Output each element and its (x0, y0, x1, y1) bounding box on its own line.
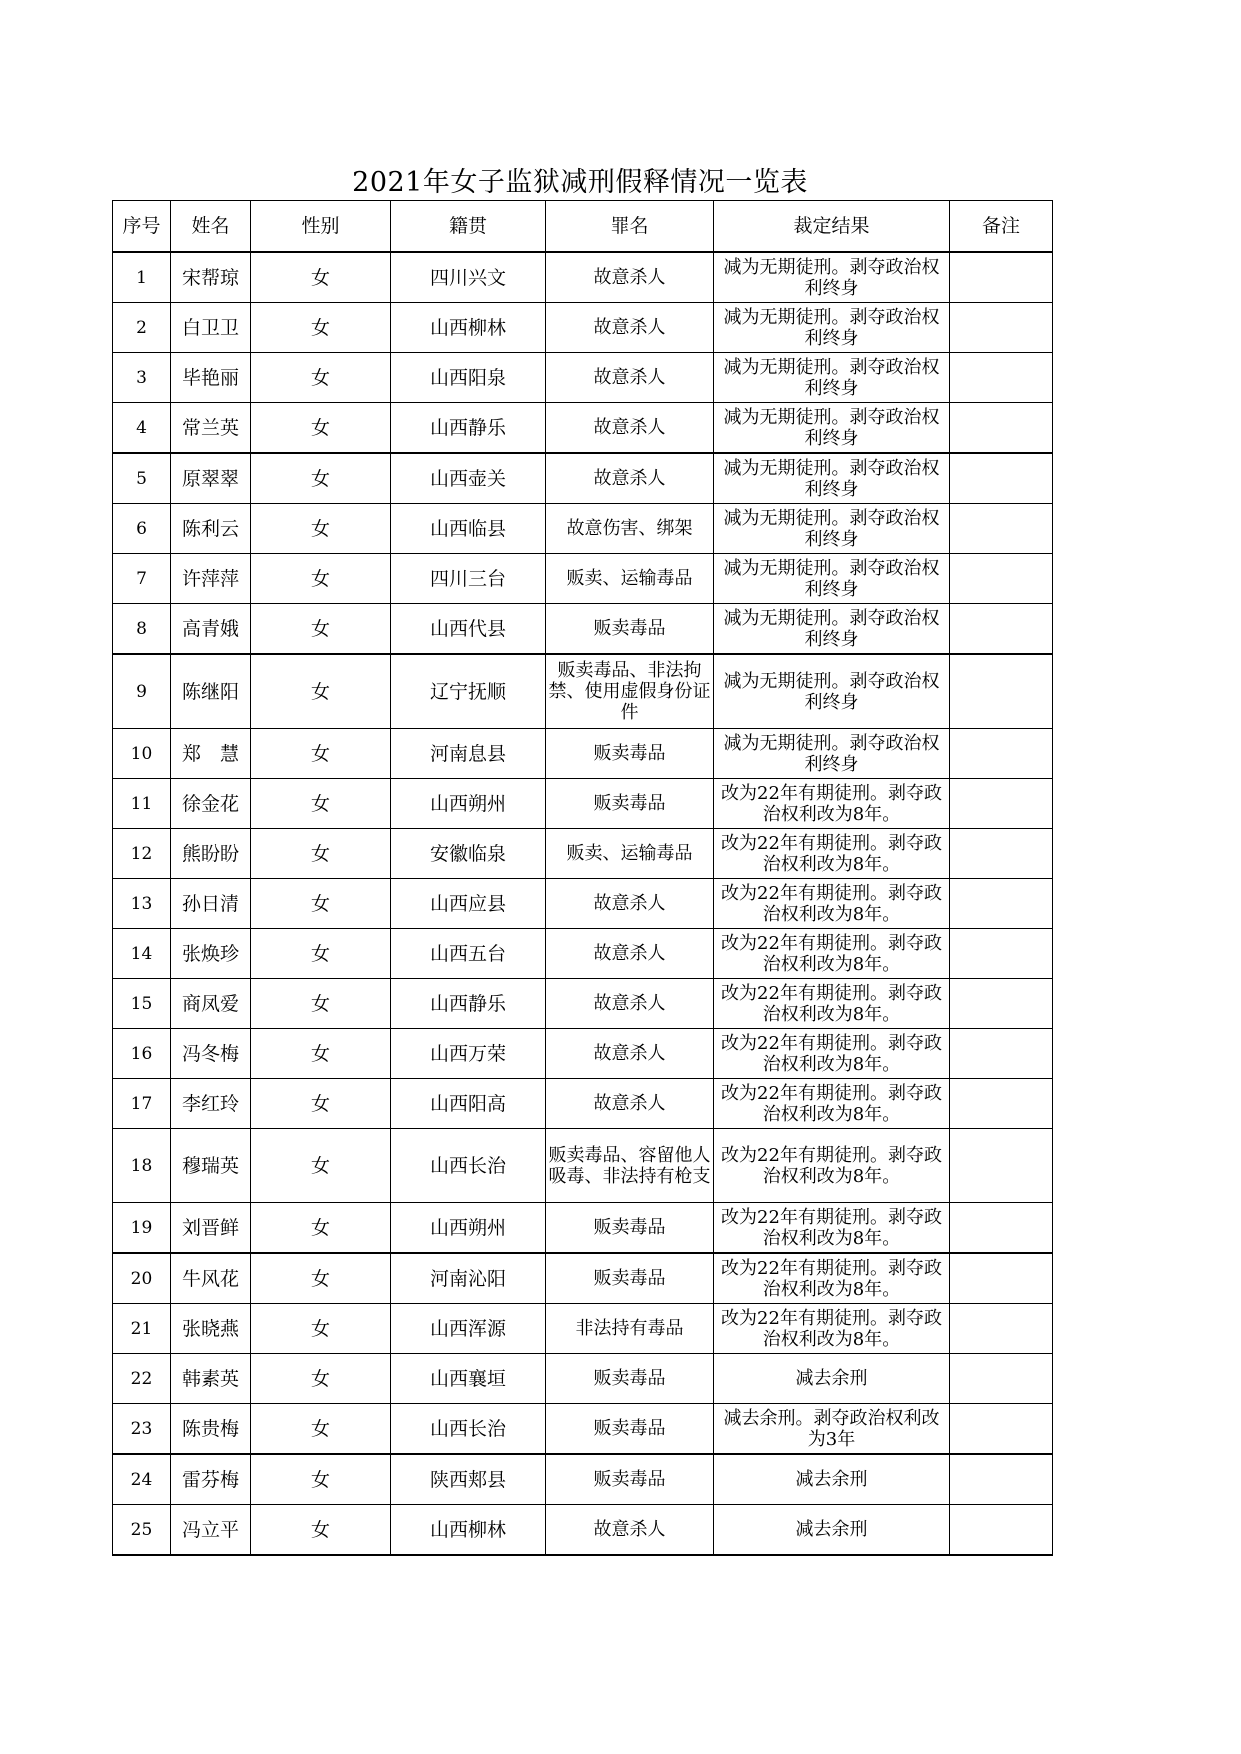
row-crime: 故意杀人 (546, 453, 714, 504)
row-number: 9 (113, 654, 171, 729)
row-note (950, 353, 1053, 403)
row-crime: 故意杀人 (546, 879, 714, 929)
row-gender: 女 (251, 879, 391, 929)
row-gender: 女 (251, 929, 391, 979)
row-gender: 女 (251, 729, 391, 779)
row-number: 14 (113, 929, 171, 979)
row-result: 改为22年有期徒刑。剥夺政治权利改为8年。 (714, 1304, 950, 1354)
row-gender: 女 (251, 1354, 391, 1404)
row-gender: 女 (251, 504, 391, 554)
table-row (113, 1079, 1053, 1129)
row-gender: 女 (251, 779, 391, 829)
row-crime: 故意杀人 (546, 1505, 714, 1556)
table-row (113, 654, 1053, 729)
row-name: 毕艳丽 (171, 353, 251, 403)
row-number: 2 (113, 303, 171, 353)
row-note (950, 1253, 1053, 1304)
row-crime: 贩卖毒品 (546, 1354, 714, 1404)
row-gender: 女 (251, 1253, 391, 1304)
row-gender: 女 (251, 1079, 391, 1129)
row-crime: 故意杀人 (546, 929, 714, 979)
row-gender: 女 (251, 403, 391, 454)
row-crime: 贩卖毒品 (546, 1454, 714, 1505)
row-note (950, 403, 1053, 454)
row-number: 8 (113, 604, 171, 655)
table-row (113, 1404, 1053, 1455)
row-number: 23 (113, 1404, 171, 1455)
row-result: 减去余刑。剥夺政治权利改为3年 (714, 1404, 950, 1455)
row-crime: 故意杀人 (546, 403, 714, 454)
row-note (950, 779, 1053, 829)
row-name: 徐金花 (171, 779, 251, 829)
row-origin: 山西长治 (391, 1129, 546, 1203)
row-result: 减为无期徒刑。剥夺政治权利终身 (714, 604, 950, 655)
row-origin: 河南息县 (391, 729, 546, 779)
row-name: 张焕珍 (171, 929, 251, 979)
row-note (950, 1029, 1053, 1079)
row-crime: 故意杀人 (546, 979, 714, 1029)
table-row (113, 353, 1053, 403)
row-result: 减为无期徒刑。剥夺政治权利终身 (714, 252, 950, 303)
row-result: 减为无期徒刑。剥夺政治权利终身 (714, 453, 950, 504)
row-number: 6 (113, 504, 171, 554)
row-name: 李红玲 (171, 1079, 251, 1129)
row-origin: 山西长治 (391, 1404, 546, 1455)
table-row (113, 554, 1053, 604)
row-gender: 女 (251, 979, 391, 1029)
row-gender: 女 (251, 654, 391, 729)
row-gender: 女 (251, 353, 391, 403)
header-no: 序号 (113, 201, 171, 253)
header-name: 姓名 (171, 201, 251, 253)
row-origin: 四川兴文 (391, 252, 546, 303)
row-result: 改为22年有期徒刑。剥夺政治权利改为8年。 (714, 1129, 950, 1203)
row-result: 改为22年有期徒刑。剥夺政治权利改为8年。 (714, 979, 950, 1029)
row-origin: 山西静乐 (391, 979, 546, 1029)
row-crime: 贩卖毒品 (546, 604, 714, 655)
table-row (113, 403, 1053, 454)
row-note (950, 979, 1053, 1029)
header-note: 备注 (950, 201, 1053, 253)
table-row (113, 1505, 1053, 1556)
row-crime: 贩卖毒品、容留他人吸毒、非法持有枪支 (546, 1129, 714, 1203)
row-result: 改为22年有期徒刑。剥夺政治权利改为8年。 (714, 1203, 950, 1254)
row-note (950, 453, 1053, 504)
row-gender: 女 (251, 303, 391, 353)
row-number: 4 (113, 403, 171, 454)
row-number: 21 (113, 1304, 171, 1354)
row-result: 改为22年有期徒刑。剥夺政治权利改为8年。 (714, 829, 950, 879)
row-number: 25 (113, 1505, 171, 1556)
row-note (950, 1079, 1053, 1129)
row-note (950, 1404, 1053, 1455)
row-result: 减为无期徒刑。剥夺政治权利终身 (714, 654, 950, 729)
row-origin: 山西朔州 (391, 779, 546, 829)
row-note (950, 1505, 1053, 1556)
row-gender: 女 (251, 1505, 391, 1556)
row-result: 减为无期徒刑。剥夺政治权利终身 (714, 729, 950, 779)
table-row (113, 1129, 1053, 1203)
row-number: 3 (113, 353, 171, 403)
row-crime: 故意杀人 (546, 303, 714, 353)
row-origin: 山西临县 (391, 504, 546, 554)
row-note (950, 303, 1053, 353)
row-result: 减为无期徒刑。剥夺政治权利终身 (714, 403, 950, 454)
row-note (950, 1129, 1053, 1203)
table-row (113, 1203, 1053, 1254)
table-row (113, 604, 1053, 655)
header-origin: 籍贯 (391, 201, 546, 253)
row-number: 16 (113, 1029, 171, 1079)
row-crime: 故意杀人 (546, 1029, 714, 1079)
row-name: 雷芬梅 (171, 1454, 251, 1505)
row-origin: 山西阳高 (391, 1079, 546, 1129)
row-result: 改为22年有期徒刑。剥夺政治权利改为8年。 (714, 779, 950, 829)
row-number: 7 (113, 554, 171, 604)
row-number: 1 (113, 252, 171, 303)
row-origin: 山西应县 (391, 879, 546, 929)
row-crime: 贩卖毒品 (546, 1404, 714, 1455)
row-result: 减为无期徒刑。剥夺政治权利终身 (714, 504, 950, 554)
row-note (950, 654, 1053, 729)
row-name: 熊盼盼 (171, 829, 251, 879)
row-note (950, 504, 1053, 554)
row-name: 郑 慧 (171, 729, 251, 779)
header-result: 裁定结果 (714, 201, 950, 253)
row-note (950, 1354, 1053, 1404)
header-gender: 性别 (251, 201, 391, 253)
row-gender: 女 (251, 604, 391, 655)
row-origin: 山西万荣 (391, 1029, 546, 1079)
row-note (950, 829, 1053, 879)
table-row (113, 779, 1053, 829)
header-row (113, 201, 1053, 253)
row-result: 改为22年有期徒刑。剥夺政治权利改为8年。 (714, 1253, 950, 1304)
table-row (113, 1354, 1053, 1404)
row-name: 刘晋鲜 (171, 1203, 251, 1254)
table-row (113, 252, 1053, 303)
row-origin: 山西柳林 (391, 1505, 546, 1556)
row-name: 常兰英 (171, 403, 251, 454)
row-result: 改为22年有期徒刑。剥夺政治权利改为8年。 (714, 1079, 950, 1129)
row-crime: 贩卖毒品 (546, 1203, 714, 1254)
table-row (113, 504, 1053, 554)
row-origin: 山西静乐 (391, 403, 546, 454)
row-result: 改为22年有期徒刑。剥夺政治权利改为8年。 (714, 879, 950, 929)
row-origin: 山西阳泉 (391, 353, 546, 403)
row-gender: 女 (251, 554, 391, 604)
row-number: 19 (113, 1203, 171, 1254)
row-crime: 贩卖毒品、非法拘禁、使用虚假身份证件 (546, 654, 714, 729)
row-number: 13 (113, 879, 171, 929)
row-gender: 女 (251, 1029, 391, 1079)
table-row (113, 1304, 1053, 1354)
row-origin: 山西柳林 (391, 303, 546, 353)
row-note (950, 1454, 1053, 1505)
row-note (950, 729, 1053, 779)
row-gender: 女 (251, 1203, 391, 1254)
row-crime: 故意杀人 (546, 252, 714, 303)
row-origin: 山西朔州 (391, 1203, 546, 1254)
row-number: 5 (113, 453, 171, 504)
row-number: 12 (113, 829, 171, 879)
row-note (950, 879, 1053, 929)
row-result: 减为无期徒刑。剥夺政治权利终身 (714, 303, 950, 353)
row-crime: 贩卖毒品 (546, 1253, 714, 1304)
row-crime: 故意杀人 (546, 353, 714, 403)
row-result: 减为无期徒刑。剥夺政治权利终身 (714, 554, 950, 604)
table-row (113, 829, 1053, 879)
row-crime: 故意杀人 (546, 1079, 714, 1129)
row-name: 原翠翠 (171, 453, 251, 504)
table-row (113, 303, 1053, 353)
row-gender: 女 (251, 1304, 391, 1354)
row-number: 10 (113, 729, 171, 779)
row-name: 陈利云 (171, 504, 251, 554)
page-title: 2021年女子监狱减刑假释情况一览表 (352, 167, 808, 198)
table-row (113, 729, 1053, 779)
row-note (950, 1304, 1053, 1354)
row-name: 许萍萍 (171, 554, 251, 604)
row-name: 商凤爱 (171, 979, 251, 1029)
row-origin: 陕西郏县 (391, 1454, 546, 1505)
row-gender: 女 (251, 453, 391, 504)
commutation-table (112, 200, 1053, 1556)
row-origin: 山西壶关 (391, 453, 546, 504)
table-row (113, 879, 1053, 929)
row-origin: 安徽临泉 (391, 829, 546, 879)
row-note (950, 252, 1053, 303)
row-crime: 贩卖、运输毒品 (546, 829, 714, 879)
row-name: 高青娥 (171, 604, 251, 655)
row-origin: 山西五台 (391, 929, 546, 979)
row-name: 陈贵梅 (171, 1404, 251, 1455)
table-row (113, 1454, 1053, 1505)
row-origin: 辽宁抚顺 (391, 654, 546, 729)
row-crime: 非法持有毒品 (546, 1304, 714, 1354)
row-name: 陈继阳 (171, 654, 251, 729)
row-name: 白卫卫 (171, 303, 251, 353)
row-note (950, 1203, 1053, 1254)
row-result: 减去余刑 (714, 1505, 950, 1556)
row-note (950, 604, 1053, 655)
row-gender: 女 (251, 1454, 391, 1505)
row-name: 韩素英 (171, 1354, 251, 1404)
table-row (113, 1253, 1053, 1304)
row-number: 24 (113, 1454, 171, 1505)
row-result: 减去余刑 (714, 1454, 950, 1505)
row-result: 减为无期徒刑。剥夺政治权利终身 (714, 353, 950, 403)
row-number: 18 (113, 1129, 171, 1203)
row-name: 穆瑞英 (171, 1129, 251, 1203)
row-origin: 河南沁阳 (391, 1253, 546, 1304)
row-result: 减去余刑 (714, 1354, 950, 1404)
table-row (113, 1029, 1053, 1079)
row-result: 改为22年有期徒刑。剥夺政治权利改为8年。 (714, 1029, 950, 1079)
row-crime: 贩卖、运输毒品 (546, 554, 714, 604)
row-name: 牛风花 (171, 1253, 251, 1304)
row-number: 20 (113, 1253, 171, 1304)
row-number: 22 (113, 1354, 171, 1404)
row-gender: 女 (251, 829, 391, 879)
row-origin: 山西代县 (391, 604, 546, 655)
row-name: 张晓燕 (171, 1304, 251, 1354)
row-name: 孙日清 (171, 879, 251, 929)
row-note (950, 554, 1053, 604)
header-crime: 罪名 (546, 201, 714, 253)
row-number: 11 (113, 779, 171, 829)
row-gender: 女 (251, 1129, 391, 1203)
row-number: 15 (113, 979, 171, 1029)
row-crime: 贩卖毒品 (546, 779, 714, 829)
row-number: 17 (113, 1079, 171, 1129)
row-crime: 故意伤害、绑架 (546, 504, 714, 554)
row-gender: 女 (251, 1404, 391, 1455)
row-gender: 女 (251, 252, 391, 303)
row-origin: 山西襄垣 (391, 1354, 546, 1404)
row-origin: 山西浑源 (391, 1304, 546, 1354)
table-row (113, 979, 1053, 1029)
table-row (113, 453, 1053, 504)
row-result: 改为22年有期徒刑。剥夺政治权利改为8年。 (714, 929, 950, 979)
table-row (113, 929, 1053, 979)
row-name: 冯立平 (171, 1505, 251, 1556)
row-name: 冯冬梅 (171, 1029, 251, 1079)
row-name: 宋帮琼 (171, 252, 251, 303)
row-origin: 四川三台 (391, 554, 546, 604)
row-crime: 贩卖毒品 (546, 729, 714, 779)
row-note (950, 929, 1053, 979)
